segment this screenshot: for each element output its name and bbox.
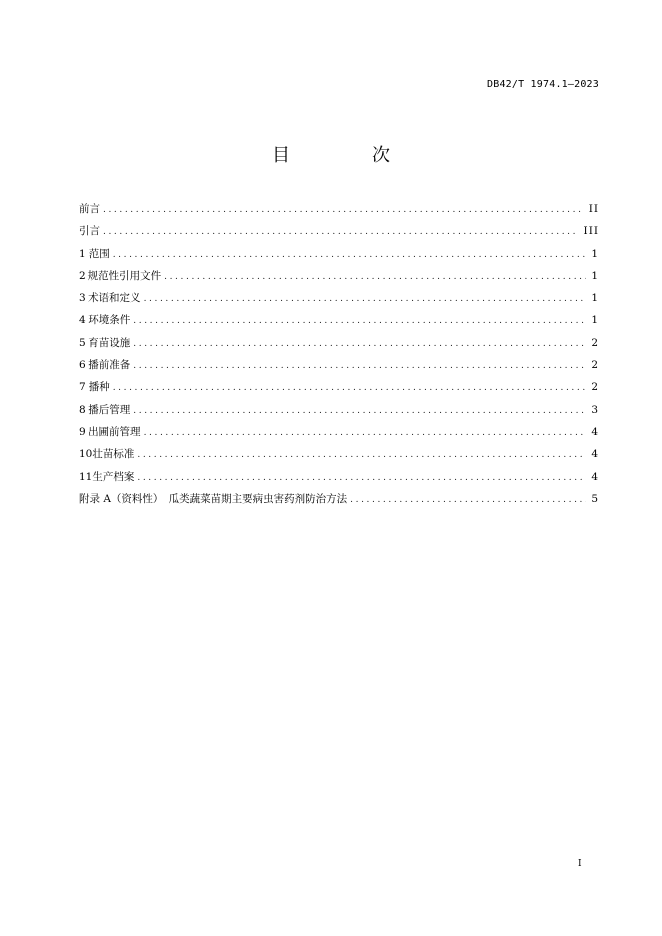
toc-entry-page: 2 bbox=[591, 359, 599, 372]
toc-entry-page: 4 bbox=[591, 425, 599, 438]
toc-entry-number: 3 bbox=[79, 292, 86, 305]
toc-dot-leader bbox=[137, 469, 586, 487]
toc-dot-leader bbox=[103, 201, 584, 219]
toc-entry-page: 1 bbox=[591, 292, 599, 305]
toc-entry[interactable] bbox=[79, 222, 599, 244]
page-number: I bbox=[578, 859, 582, 869]
toc-entry-page: II bbox=[588, 203, 599, 215]
toc-entry[interactable] bbox=[79, 445, 599, 467]
toc-entry-number: 7 bbox=[79, 381, 86, 394]
toc-dot-leader bbox=[133, 335, 586, 353]
toc-entry-number: 10 bbox=[79, 448, 93, 461]
page-title: 目 次 bbox=[272, 145, 422, 166]
toc-entry[interactable] bbox=[79, 334, 599, 356]
toc-entry-label: 前言 bbox=[79, 203, 100, 215]
standard-code: DB42/T 1974.1—2023 bbox=[487, 79, 599, 90]
toc-entry-label: 术语和定义 bbox=[88, 292, 141, 305]
toc-entry-page: 1 bbox=[591, 247, 599, 260]
toc-entry-number: 9 bbox=[79, 425, 86, 438]
toc-dot-leader bbox=[103, 223, 579, 241]
toc-entry-number: 11 bbox=[79, 470, 93, 483]
toc-dot-leader bbox=[137, 446, 586, 464]
toc-entry[interactable] bbox=[79, 490, 599, 512]
toc-entry-page: 5 bbox=[591, 492, 599, 505]
toc-entry[interactable] bbox=[79, 401, 599, 423]
toc-entry-label: 范围 bbox=[88, 247, 110, 260]
toc-entry-page: 3 bbox=[591, 403, 599, 416]
toc-entry-number: 8 bbox=[79, 403, 86, 416]
toc-entry-label: 环境条件 bbox=[88, 314, 131, 327]
toc-entry-label: 壮苗标准 bbox=[92, 448, 135, 461]
toc-entry-label: 播后管理 bbox=[88, 403, 131, 416]
toc-entry[interactable] bbox=[79, 267, 599, 289]
toc-entry-page: 4 bbox=[591, 448, 599, 461]
toc-entry[interactable] bbox=[79, 200, 599, 222]
toc-entry-label: 播种 bbox=[88, 381, 110, 394]
toc-dot-leader bbox=[133, 312, 586, 330]
toc-dot-leader bbox=[144, 290, 587, 308]
toc-entry[interactable] bbox=[79, 468, 599, 490]
toc-entry-label: 附录 A（资料性） 瓜类蔬菜苗期主要病虫害药剂防治方法 bbox=[79, 492, 348, 505]
toc-entry[interactable] bbox=[79, 423, 599, 445]
toc-entry-number: 5 bbox=[79, 336, 86, 349]
toc-entry-label: 播前准备 bbox=[88, 359, 131, 372]
toc-dot-leader bbox=[144, 424, 587, 442]
toc-dot-leader bbox=[133, 402, 586, 420]
toc-entry[interactable] bbox=[79, 356, 599, 378]
toc-entry-page: 1 bbox=[591, 314, 599, 327]
toc-entry-page: 4 bbox=[591, 470, 599, 483]
toc-entry[interactable] bbox=[79, 378, 599, 400]
toc-entry-page: III bbox=[583, 225, 599, 238]
toc-dot-leader bbox=[113, 379, 587, 397]
toc-dot-leader bbox=[350, 491, 586, 509]
toc-entry-label: 规范性引用文件 bbox=[87, 269, 162, 282]
toc-entry-number: 1 bbox=[79, 247, 86, 260]
toc-entry-label: 引言 bbox=[79, 225, 100, 238]
toc-dot-leader bbox=[113, 246, 587, 264]
toc-entry[interactable] bbox=[79, 289, 599, 311]
toc-entry[interactable] bbox=[79, 311, 599, 333]
toc-entry-label: 出圃前管理 bbox=[88, 425, 141, 438]
toc-dot-leader bbox=[133, 357, 586, 375]
toc-entry-number: 6 bbox=[79, 359, 86, 372]
toc-dot-leader bbox=[164, 268, 586, 286]
toc-entry-page: 1 bbox=[591, 269, 599, 282]
toc-entry-page: 2 bbox=[591, 381, 599, 394]
table-of-contents bbox=[79, 200, 599, 512]
toc-entry-number: 2 bbox=[79, 269, 86, 282]
toc-entry-label: 育苗设施 bbox=[88, 336, 131, 349]
toc-entry-label: 生产档案 bbox=[92, 470, 135, 483]
toc-entry-page: 2 bbox=[591, 336, 599, 349]
toc-entry-number: 4 bbox=[79, 314, 86, 327]
toc-entry[interactable] bbox=[79, 245, 599, 267]
